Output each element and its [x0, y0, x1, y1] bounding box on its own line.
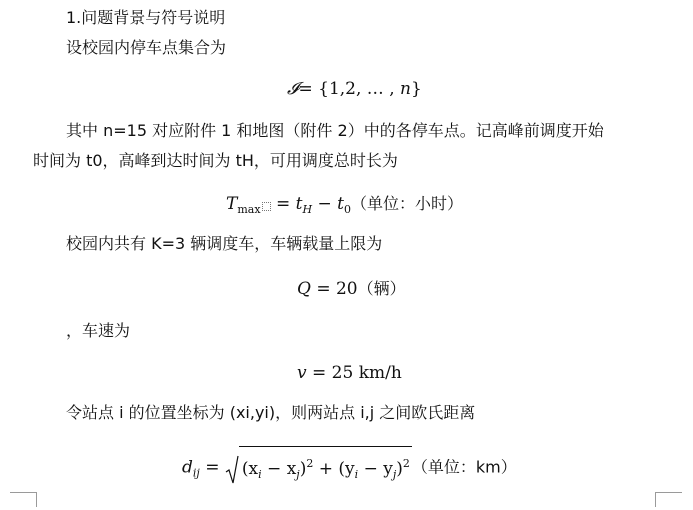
set-symbol: 𝓘	[287, 79, 299, 99]
page-corner-mark-right	[655, 492, 682, 507]
tmax-subscript: max	[237, 203, 261, 216]
radicand-sup: 2	[306, 457, 314, 470]
t0-symbol: t	[337, 194, 344, 214]
paragraph-stations-line2: 时间为 t0，高峰到达时间为 tH，可用调度总时长为	[33, 151, 398, 170]
radicand-part: (x	[241, 459, 259, 479]
paragraph-stations-line1: 其中 n=15 对应附件 1 和地图（附件 2）中的各停车点。记高峰前调度开始	[66, 121, 604, 140]
page-corner-mark-left	[10, 492, 37, 507]
paragraph-distance: 令站点 i 的位置坐标为 (xi,yi)，则两站点 i,j 之间欧氏距离	[66, 403, 476, 422]
placeholder-box-icon	[262, 202, 271, 211]
equation-speed	[297, 362, 402, 384]
paragraph-vehicles: 校园内共有 K=3 辆调度车，车辆载量上限为	[66, 234, 383, 253]
th-subscript: H	[302, 203, 313, 216]
equation-tmax	[226, 193, 463, 221]
distance-symbol: d	[182, 457, 193, 478]
radicand-sub: j	[392, 468, 397, 481]
equation-station-set	[287, 78, 422, 100]
tmax-minus: −	[312, 194, 338, 214]
distance-equals: =	[199, 457, 225, 478]
tmax-unit: （单位：小时）	[350, 194, 463, 213]
distance-subscript: ij	[192, 466, 200, 480]
radicand-part: )	[299, 459, 307, 479]
equation-capacity	[297, 278, 406, 300]
radicand-part: )	[396, 459, 403, 479]
radicand-sub: i	[258, 468, 262, 481]
radicand-sub: i	[354, 468, 359, 481]
radicand-part: + (y	[313, 459, 355, 479]
equation-distance	[182, 446, 517, 490]
radicand	[239, 446, 412, 490]
capacity-unit: （辆）	[357, 279, 406, 298]
radicand-sub: j	[296, 468, 300, 481]
speed-value: = 25 km/h	[306, 363, 402, 383]
speed-symbol: v	[297, 363, 307, 383]
t0-subscript: 0	[343, 203, 351, 216]
paragraph-set-intro: 设校园内停车点集合为	[66, 38, 227, 57]
capacity-value: = 20	[310, 279, 358, 299]
paragraph-speed: ，车速为	[66, 321, 131, 340]
radicand-sup: 2	[402, 457, 410, 470]
capacity-symbol: Q	[297, 279, 311, 299]
radicand-part: − x	[261, 459, 297, 479]
tmax-equals: =	[270, 194, 296, 214]
square-root	[225, 446, 412, 490]
th-symbol: t	[295, 194, 303, 214]
section-title: 1.问题背景与符号说明	[66, 8, 226, 27]
radical-sign-icon	[225, 455, 239, 485]
distance-unit: （单位：km）	[411, 457, 517, 477]
tmax-symbol: T	[226, 194, 238, 214]
set-definition: = {1,2, … , 𝑛}	[298, 79, 422, 99]
radicand-part: − y	[358, 459, 393, 479]
